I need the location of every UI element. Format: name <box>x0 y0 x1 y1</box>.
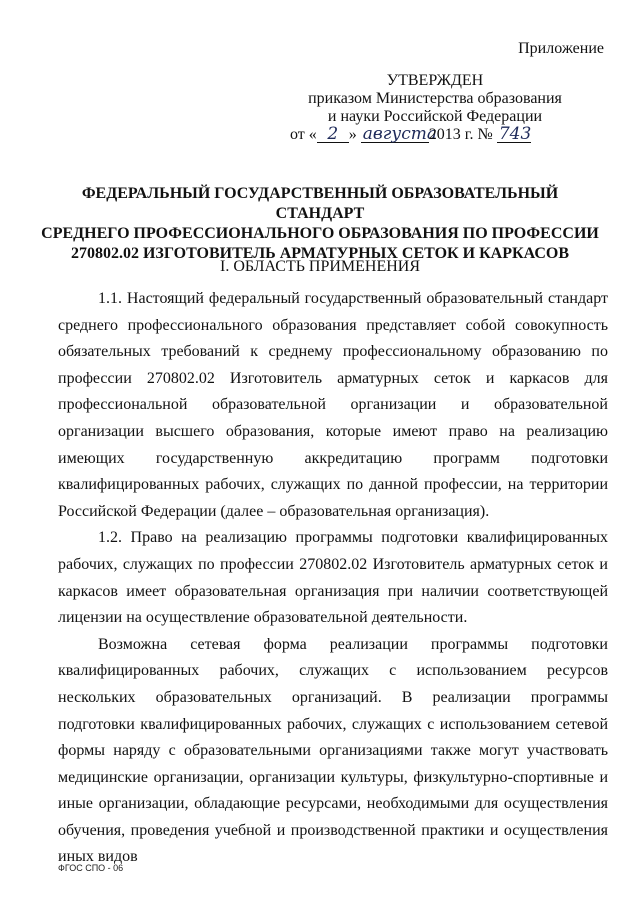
paragraph-1-1: 1.1. Настоящий федеральный государственный образовательный стандарт среднего профессионального образования представляет собой совокупность обязательных требований к среднему профессиональному образованию по профессии 270802.02 Изготовитель арматурных сеток и каркасов для профессиональной образовательной организации и образовательной организации высшего образования, которые имеют право на реализацию имеющих государственную аккредитацию программ подготовки квалифицированных рабочих, служащих по данной профессии, на территории Российской Федерации (далее – образовательная организация). <box>58 290 608 520</box>
order-line-1: приказом Министерства образования <box>308 90 562 107</box>
date-prefix: от « <box>290 126 317 143</box>
date-mid: » <box>348 126 357 143</box>
order-line-2: и науки Российской Федерации <box>327 108 543 125</box>
document-title <box>40 184 600 264</box>
section-heading: I. ОБЛАСТЬ ПРИМЕНЕНИЯ <box>219 258 421 275</box>
paragraph-network-form: Возможна сетевая форма реализации программы подготовки квалифицированных рабочих, служащих с использованием ресурсов нескольких образовательных организаций. В реализации программы подготовки квалифицированных рабочих, служащих с использованием сетевой формы наряду с образовательными организациями также могут участвовать медицинские организации, организации культуры, физкультурно-спортивные и иные организации, обладающие ресурсами, необходимыми для осуществления обучения, проведения учебной и производственной практики и осуществления иных видов <box>58 635 608 866</box>
handwritten-day: 2 <box>317 126 349 143</box>
title-line-3: 270802.02 ИЗГОТОВИТЕЛЬ АРМАТУРНЫХ СЕТОК И КАРКАСОВ <box>70 245 570 262</box>
title-line-2: СРЕДНЕГО ПРОФЕССИОНАЛЬНОГО ОБРАЗОВАНИЯ ПО ПРОФЕССИИ <box>41 225 599 242</box>
year-text: 2013 г. № <box>428 126 493 143</box>
paragraph-1-2: 1.2. Право на реализацию программы подготовки квалифицированных рабочих, служащих по профессии 270802.02 Изготовитель арматурных сеток и каркасов имеет образовательная организация при наличии соответствующей лицензии на осуществление образовательной деятельности. <box>58 529 608 627</box>
footer-code: ФГОС СПО - 06 <box>58 863 124 873</box>
handwritten-month: августа <box>362 124 438 144</box>
document-body <box>58 286 608 871</box>
appendix-label: Приложение <box>518 40 604 57</box>
approved-heading: УТВЕРЖДЕН <box>386 72 484 89</box>
order-date-line <box>290 126 580 144</box>
title-line-1: ФЕДЕРАЛЬНЫЙ ГОСУДАРСТВЕННЫЙ ОБРАЗОВАТЕЛЬНЫЙ СТАНДАРТ <box>81 185 559 222</box>
approval-block <box>290 72 580 144</box>
handwritten-order-number: 743 <box>498 124 532 144</box>
